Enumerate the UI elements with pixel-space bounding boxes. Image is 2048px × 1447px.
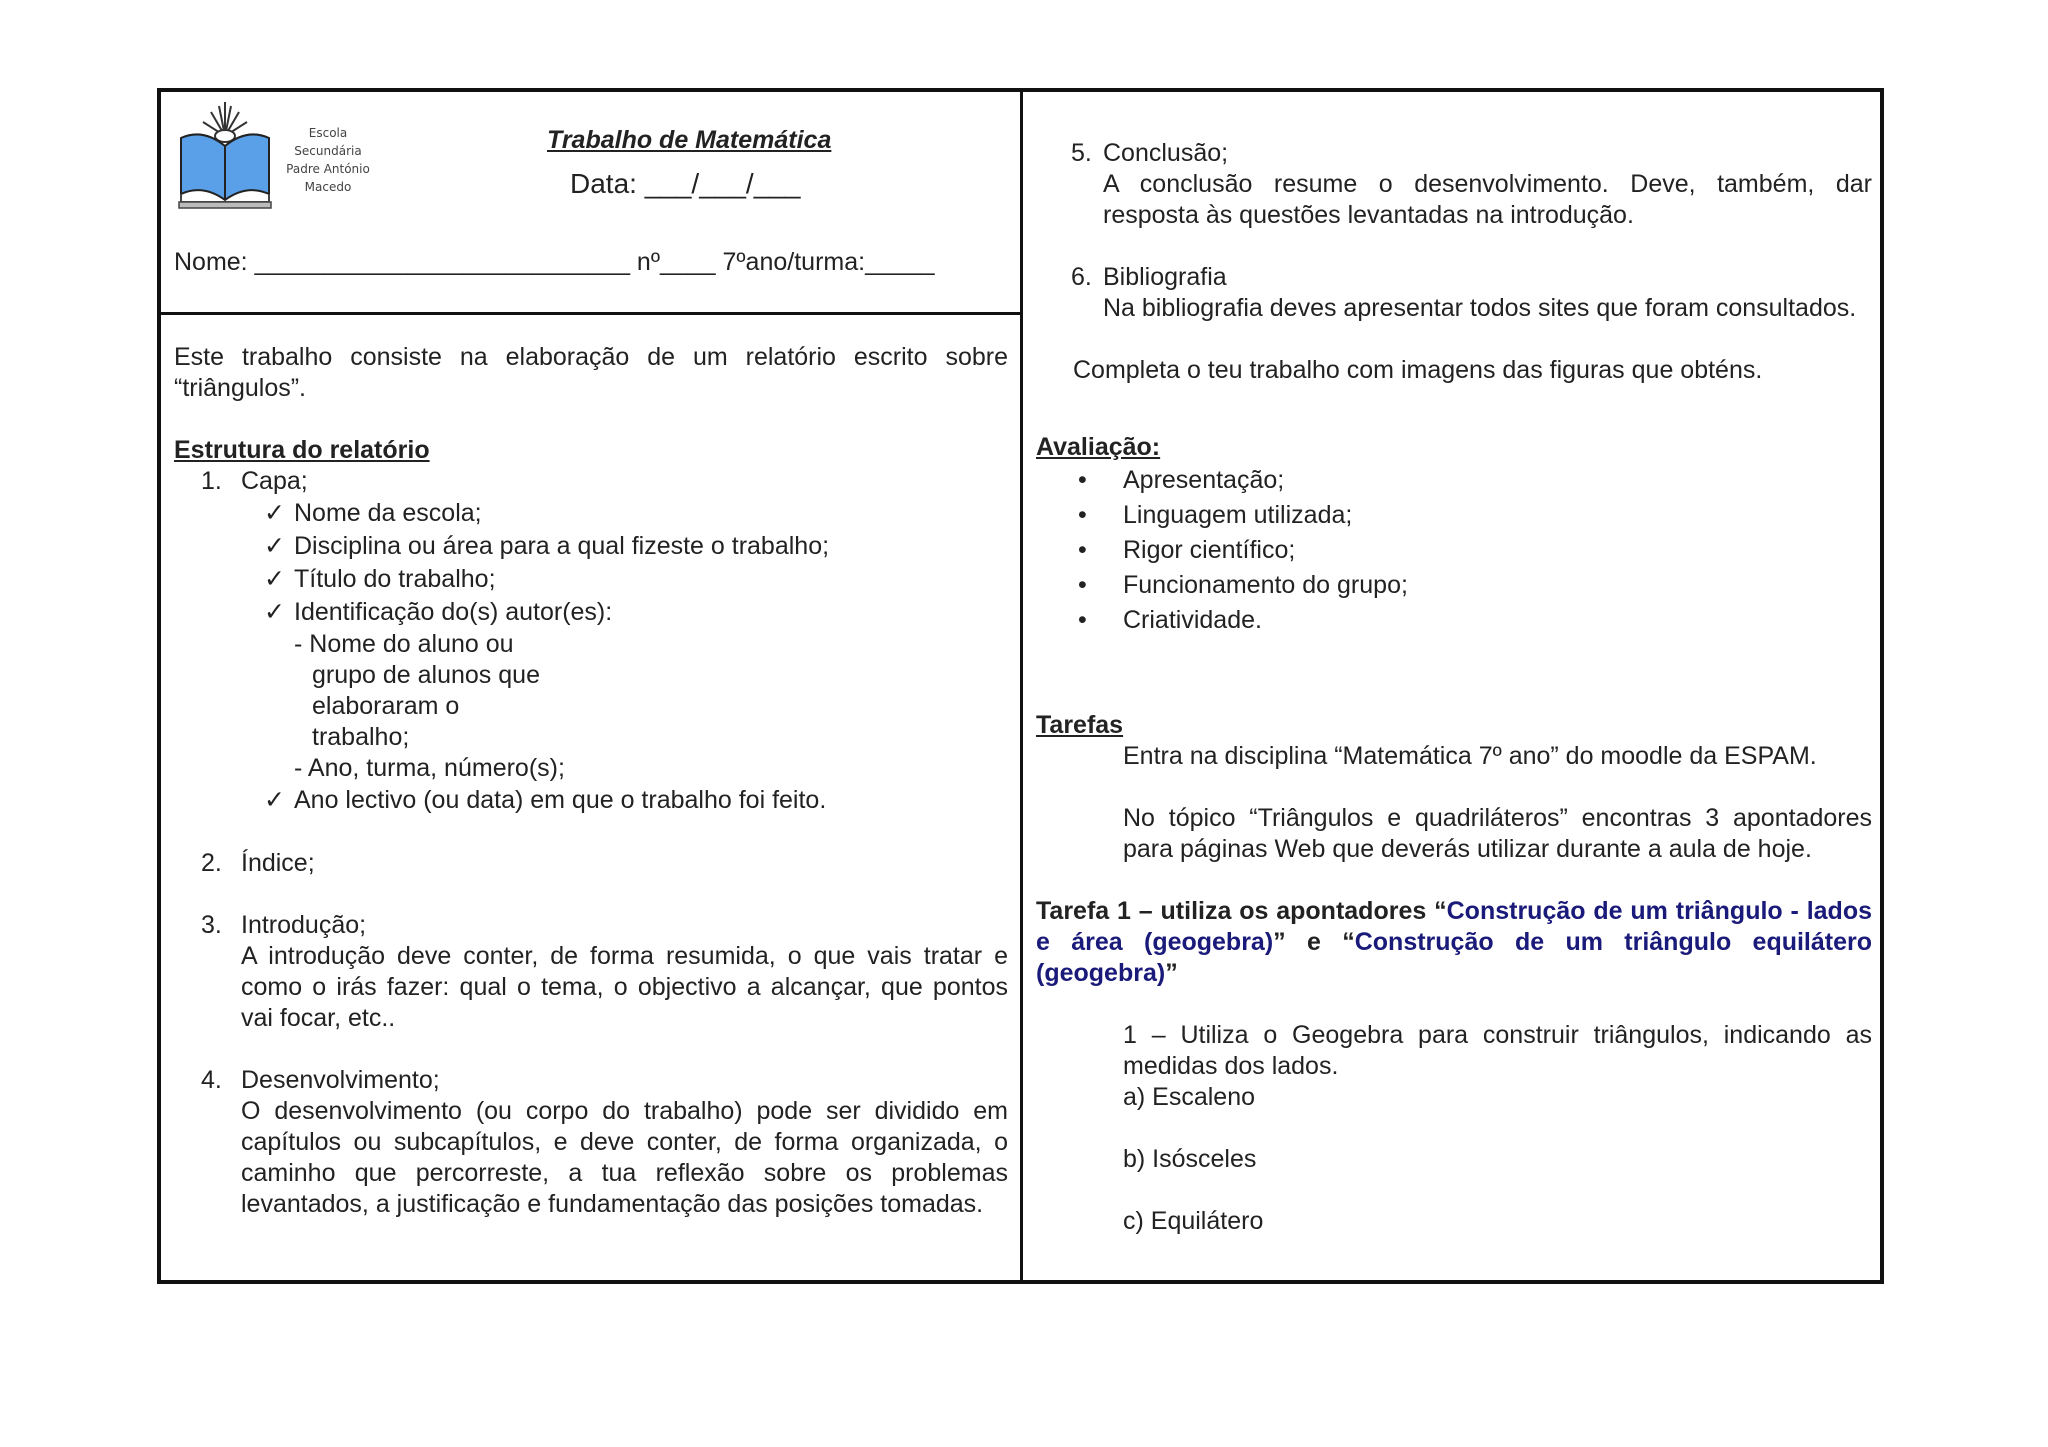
item-number: 3. (201, 911, 222, 939)
check-item-text: Ano lectivo (ou data) em que o trabalho foi feito. (294, 786, 827, 814)
column-divider (1020, 92, 1023, 1280)
evaluation-item-text: Rigor científico; (1123, 536, 1296, 564)
geogebra-link-lados-area[interactable]: Construção de um triângulo - lados e área (geogebra) (1036, 897, 1872, 956)
check-item (174, 530, 1008, 563)
item-label: Bibliografia (1103, 263, 1227, 291)
option-escaleno: a) Escaleno (1123, 1083, 1256, 1111)
header-divider (161, 312, 1022, 315)
tarefa-1-paragraph (1036, 896, 1872, 989)
logo-line: Padre António (286, 162, 370, 176)
book-logo-icon (175, 100, 275, 212)
check-item (174, 497, 1008, 530)
item-description: Na bibliografia deves apresentar todos sites que foram consultados. (1103, 294, 1857, 322)
complete-note: Completa o teu trabalho com imagens das figuras que obténs. (1073, 356, 1763, 384)
checkmark-icon: ✓ (264, 598, 285, 626)
item-label: Conclusão; (1103, 139, 1229, 167)
check-item (174, 563, 1008, 596)
evaluation-item-text: Apresentação; (1123, 466, 1285, 494)
task-paragraph: Entra na disciplina “Matemática 7º ano” do moodle da ESPAM. (1123, 742, 1817, 770)
item-label: Índice; (241, 849, 315, 877)
evaluation-item (1036, 568, 1872, 603)
name-field-line: Nome: ___________________________ nº____ 7ºano/turma:_____ (174, 248, 935, 276)
item-number: 5. (1071, 139, 1092, 167)
evaluation-item (1036, 498, 1872, 533)
sub-line: - Nome do aluno ou (294, 630, 514, 658)
right-column (1036, 138, 1872, 1237)
check-item-text: Disciplina ou área para a qual fizeste o trabalho; (294, 532, 830, 560)
tarefa-1-prefix: Tarefa 1 – utiliza os apontadores “ (1036, 897, 1447, 925)
item-label: Desenvolvimento; (241, 1066, 440, 1094)
check-item (174, 784, 1008, 817)
sub-line: - Ano, turma, número(s); (294, 754, 565, 782)
logo-text (283, 124, 373, 196)
item-number: 1. (201, 467, 222, 495)
list-item-conclusao (1036, 138, 1872, 231)
list-item-desenvolvimento (174, 1065, 1008, 1220)
logo-line: Secundária (294, 144, 362, 158)
item-label: Introdução; (241, 911, 367, 939)
check-item (174, 596, 1008, 629)
left-column (174, 342, 1008, 1220)
list-item-introducao (174, 910, 1008, 1034)
document-frame (157, 88, 1884, 1284)
sub-line: elaboraram o (312, 692, 460, 720)
item-description: O desenvolvimento (ou corpo do trabalho) pode ser dividido em capítulos ou subcapítulos, e deve conter, de forma organizada, o caminho que percorreste, a tua reflexão sobre os problemas levantados, a justificação e fundamentação das posições tomadas. (241, 1097, 1008, 1218)
logo-line: Escola (308, 126, 348, 140)
bullet-icon: • (1078, 501, 1087, 529)
item-number: 2. (201, 849, 222, 877)
evaluation-item (1036, 533, 1872, 568)
bullet-icon: • (1078, 571, 1087, 599)
list-item-capa (174, 466, 1008, 497)
item-number: 6. (1071, 263, 1092, 291)
question-1: 1 – Utiliza o Geogebra para construir triângulos, indicando as medidas dos lados. (1123, 1021, 1872, 1080)
evaluation-item-text: Funcionamento do grupo; (1123, 571, 1408, 599)
item-number: 4. (201, 1066, 222, 1094)
intro-paragraph: Este trabalho consiste na elaboração de um relatório escrito sobre “triângulos”. (174, 343, 1008, 402)
option-isosceles: b) Isósceles (1123, 1145, 1257, 1173)
task-paragraph: No tópico “Triângulos e quadriláteros” encontras 3 apontadores para páginas Web que deverás utilizar durante a aula de hoje. (1123, 804, 1872, 863)
document-title: Trabalho de Matemática (547, 126, 832, 154)
check-item-text: Identificação do(s) autor(es): (294, 598, 613, 626)
item-description: A conclusão resume o desenvolvimento. Deve, também, dar resposta às questões levantadas na introdução. (1103, 170, 1872, 229)
check-item-text: Título do trabalho; (294, 565, 496, 593)
item-label: Capa; (241, 467, 308, 495)
logo-line: Macedo (304, 180, 352, 194)
item-description: A introdução deve conter, de forma resumida, o que vais tratar e como o irás fazer: qual o tema, o objectivo a alcançar, que pontos vai focar, etc.. (241, 942, 1008, 1032)
structure-heading: Estrutura do relatório (174, 436, 430, 464)
checkmark-icon: ✓ (264, 565, 285, 593)
evaluation-item (1036, 463, 1872, 498)
check-item-text: Nome da escola; (294, 499, 482, 527)
geogebra-link-equilatero[interactable]: Construção de um triângulo equilátero (geogebra) (1036, 928, 1873, 987)
school-logo (175, 100, 370, 218)
date-field: Data: ___/___/___ (570, 168, 801, 199)
evaluation-item-text: Linguagem utilizada; (1123, 501, 1353, 529)
evaluation-item-text: Criatividade. (1123, 606, 1262, 634)
list-item-indice (174, 848, 1008, 879)
tasks-heading: Tarefas (1036, 711, 1124, 739)
tarefa-1-middle: ” e “ (1273, 928, 1355, 956)
list-item-bibliografia (1036, 262, 1872, 324)
evaluation-item (1036, 603, 1872, 638)
tarefa-1-suffix: ” (1165, 959, 1178, 987)
evaluation-heading: Avaliação: (1036, 433, 1161, 461)
option-equilatero: c) Equilátero (1123, 1207, 1264, 1235)
checkmark-icon: ✓ (264, 532, 285, 560)
bullet-icon: • (1078, 466, 1087, 494)
bullet-icon: • (1078, 606, 1087, 634)
sub-line: grupo de alunos que (312, 661, 540, 689)
checkmark-icon: ✓ (264, 786, 285, 814)
checkmark-icon: ✓ (264, 499, 285, 527)
bullet-icon: • (1078, 536, 1087, 564)
sub-line: trabalho; (312, 723, 410, 751)
